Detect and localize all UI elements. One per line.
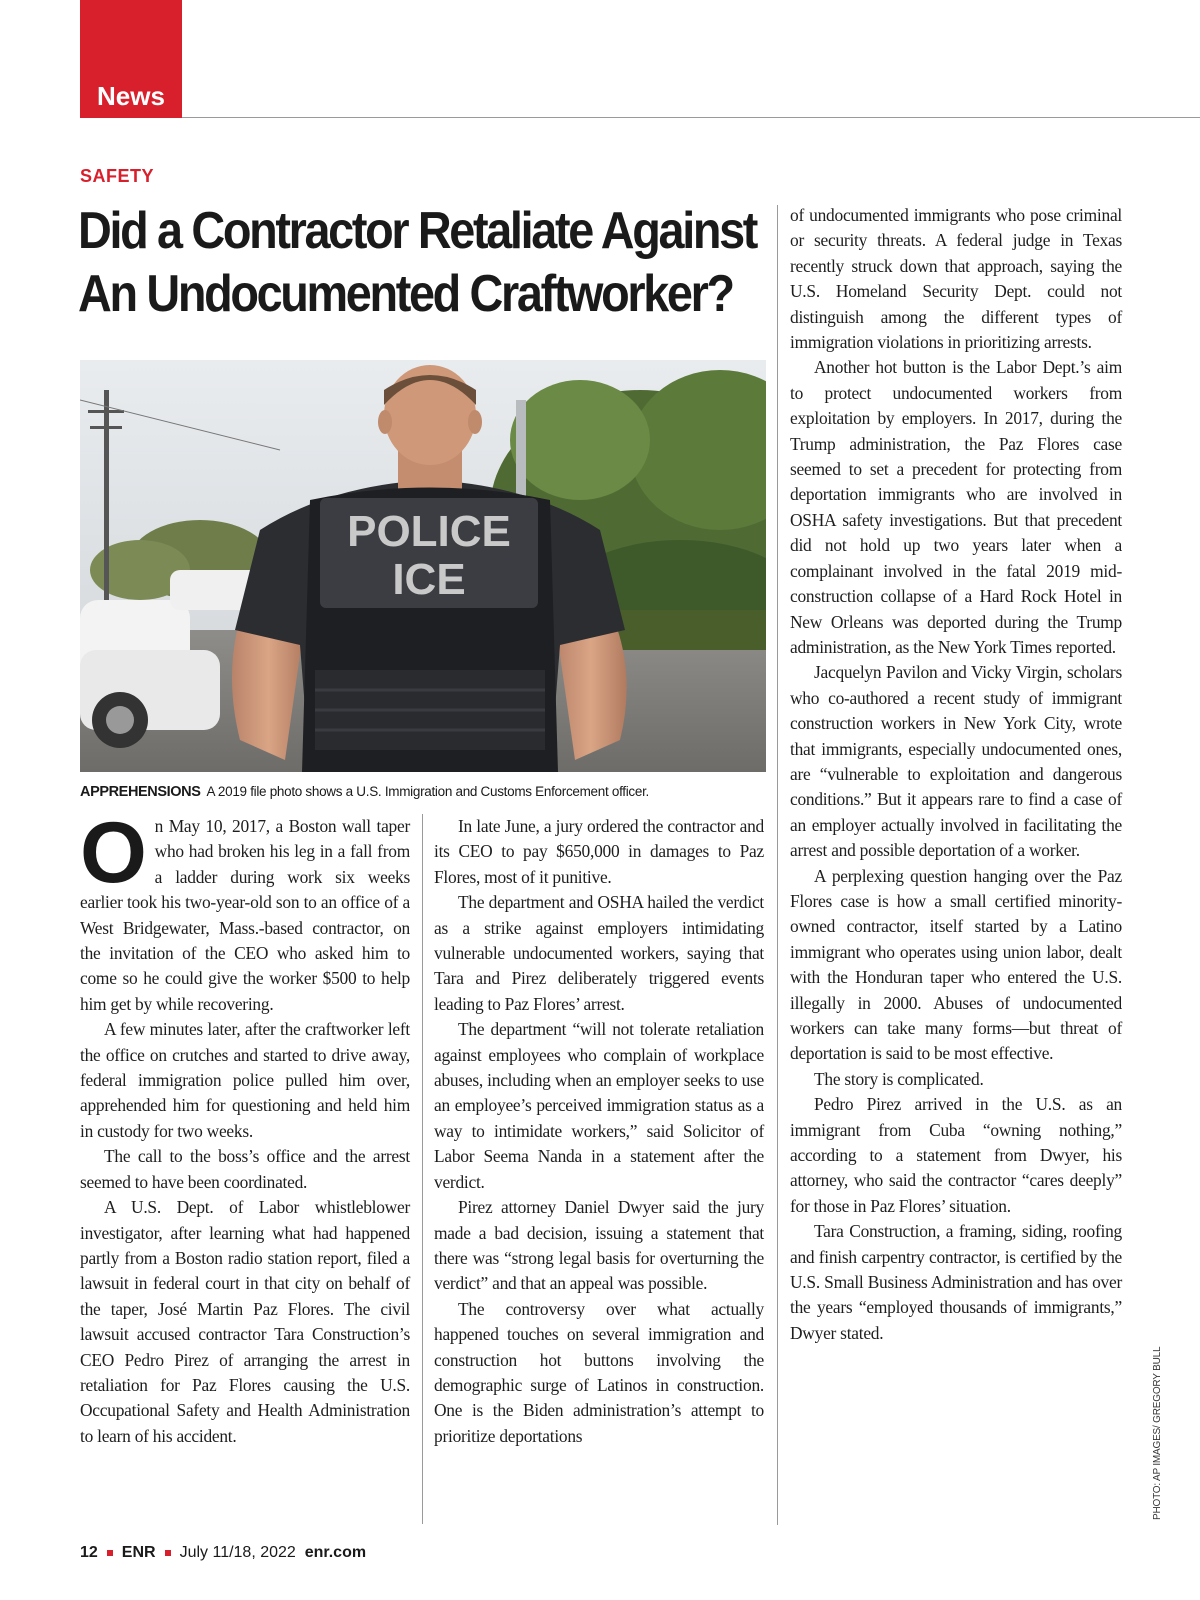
paragraph: The controversy over what actually happened touches on several immigration and construction hot buttons involving the demographic surge of Latinos in construction. One is the Biden administration’s attempt to prioritize deportations (434, 1298, 764, 1446)
photo-caption (80, 784, 770, 800)
paragraph: The department and OSHA hailed the verdict as a strike against employers intimidating vulnerable undocumented workers, saying that Tara and Pirez deliberately triggered events leading to Paz Flores’ arrest. (434, 892, 764, 1014)
paragraph: The call to the boss’s office and the arrest seemed to have been coordinated. (80, 1146, 410, 1192)
dropcap: O (80, 805, 147, 901)
paragraph: The story is complicated. (814, 1068, 984, 1089)
page-footer (80, 1544, 366, 1562)
header-rule (182, 117, 1200, 118)
paragraph: A few minutes later, after the craftworker left the office on crutches and started to drive away, federal immigration police pulled him over, apprehended him for questioning and held him in custody for two weeks. (80, 1019, 410, 1141)
magazine-name: ENR (121, 1544, 156, 1561)
article-column-3 (790, 203, 1122, 1346)
section-tab-label: News (97, 81, 165, 111)
paragraph (80, 805, 410, 1017)
paragraph: Pedro Pirez arrived in the U.S. as an immigrant from Cuba “owning nothing,” according to a statement from Dwyer, his attorney, who said the contractor “cares deeply” for those in Paz Flores’ situation. (790, 1094, 1122, 1216)
headline (78, 200, 757, 326)
caption-label: APPREHENSIONS (80, 784, 201, 800)
issue-date: July 11/18, 2022 (179, 1544, 296, 1561)
paragraph: of undocumented immigrants who pose criminal or security threats. A federal judge in Texas recently struck down that approach, saying the U.S. Homeland Security Dept. could not distinguish among the different types of immigration violations in prioritizing arrests. (790, 205, 1122, 353)
paragraph: Pirez attorney Daniel Dwyer said the jury made a bad decision, issuing a statement that there was “strong legal basis for overturning the verdict” and that an appeal was possible. (434, 1197, 764, 1294)
headline-line-1: Did a Contractor Retaliate Against (78, 202, 757, 260)
paragraph: Tara Construction, a framing, siding, roofing and finish carpentry contractor, is certified by the U.S. Small Business Administration and has over the years “employed thousands of immigrants,” Dwyer stated. (790, 1221, 1122, 1343)
caption-text: A 2019 file photo shows a U.S. Immigration and Customs Enforcement officer. (206, 784, 649, 799)
paragraph: A U.S. Dept. of Labor whistleblower investigator, after learning what had happened partly from a Boston radio station report, filed a lawsuit in federal court in that city on behalf of the taper, José Martin Paz Flores. The civil lawsuit accused contractor Tara Construction’s CEO Pedro Pirez of arranging the arrest in retaliation for Paz Flores causing the U.S. Occupational Safety and Health Administration to learn of his accident. (80, 1197, 410, 1446)
paragraph: Another hot button is the Labor Dept.’s aim to protect undocumented workers from exploitation by employers. In 2017, during the Trump administration, the Paz Flores case seemed to set a precedent for protecting from deportation immigrants who are involved in OSHA safety investigations. But that precedent did not hold up two years later when a complainant involved in the fatal 2019 mid-construction collapse of a Hard Rock Hotel in New Orleans was deported during the Trump administration, as the New York Times reported. (790, 357, 1122, 657)
vest-text-police: POLICE (347, 507, 511, 556)
article-column-2 (434, 814, 764, 1449)
section-tab (80, 0, 182, 118)
article-column-1 (80, 805, 410, 1449)
photo-credit: PHOTO: AP IMAGES/ GREGORY BULL (1152, 1346, 1163, 1520)
article-photo (80, 360, 766, 772)
paragraph: A perplexing question hanging over the Paz Flores case is how a small certified minority-owned contractor, itself started by a Latino immigrant who operates using union labor, dealt with the Honduran taper who entered the U.S. illegally in 2000. Abuses of undocumented workers can take many forms—but threat of deportation is said to be most effective. (790, 865, 1122, 1064)
column-rule (422, 814, 423, 1524)
column-rule (777, 205, 778, 1525)
paragraph: In late June, a jury ordered the contractor and its CEO to pay $650,000 in damages to Paz Flores, most of it punitive. (434, 816, 764, 887)
separator-square-icon (165, 1550, 171, 1556)
page-number: 12 (80, 1544, 98, 1561)
section-kicker: SAFETY (80, 166, 155, 186)
headline-line-2: An Undocumented Craftworker? (78, 265, 733, 323)
paragraph: The department “will not tolerate retaliation against employees who complain of workplace abuses, including when an employer seeks to use an employee’s perceived immigration status as a way to intimidate workers,” said Solicitor of Labor Seema Nanda in a statement after the verdict. (434, 1019, 764, 1192)
website-link[interactable]: enr.com (304, 1544, 367, 1561)
vest-text-ice: ICE (392, 555, 466, 604)
paragraph-text: n May 10, 2017, a Boston wall taper who had broken his leg in a fall from a ladder during work six weeks earlier took his two-year-old son to an office of a West Bridgewater, Mass.-based contractor, on the invitation of the CEO who asked him to come so he could give the worker $500 to help him get by while recovering. (80, 816, 410, 1014)
paragraph: Jacquelyn Pavilon and Vicky Virgin, scholars who co-authored a recent study of immigrant construction workers in New York City, wrote that immigrants, especially undocumented ones, are “vulnerable to exploitation and dangerous conditions.” But it appears rare to find a case of an employer actually involved in facilitating the arrest and possible deportation of a worker. (790, 662, 1122, 861)
separator-square-icon (107, 1550, 113, 1556)
